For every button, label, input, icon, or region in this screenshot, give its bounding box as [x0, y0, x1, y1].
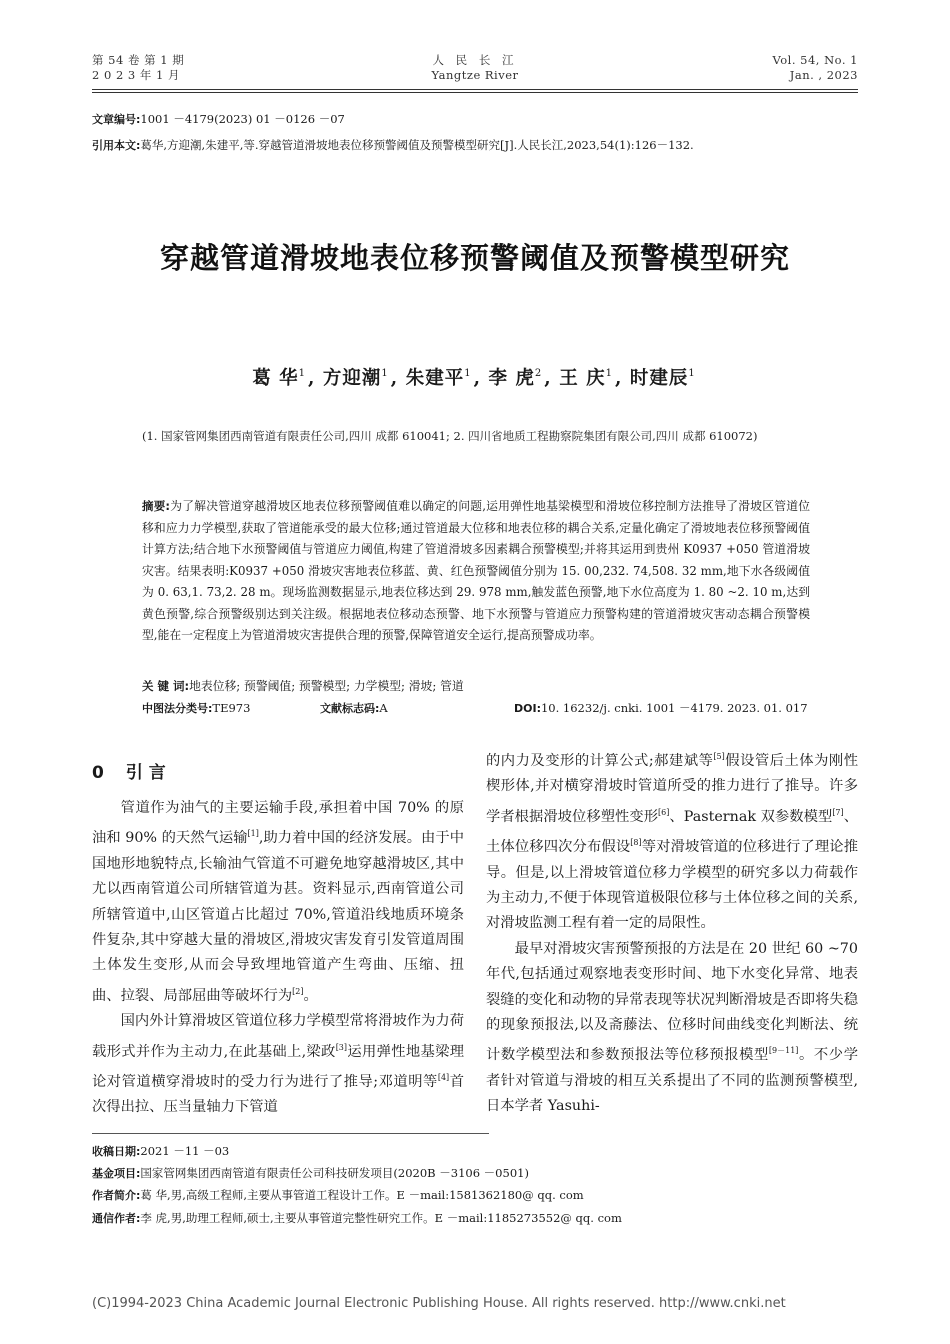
doi: DOI:10. 16232/j. cnki. 1001 －4179. 2023. 01. 017 — [514, 701, 808, 715]
author: 朱建平 — [405, 368, 465, 389]
paragraph: 的内力及变形的计算公式;郝建斌等[5]假设管后土体为刚性楔形体,并对横穿滑坡时管道所受的推力进行了推导。许多学者根据滑坡位移塑性变形[6]、Pasternak 双参数模型[7]、土体位移四次分布假设[8]等对滑坡管道的位移进行了理论推导。但是,以上滑坡管道位移力学模型的研究多以力荷载作为主动力,不便于体现管道极限位移与土体位移之间的关系,对滑坡监测工程有着一定的局限性。 — [486, 752, 859, 932]
keywords: 关 键 词:地表位移; 预警阈值; 预警模型; 力学模型; 滑坡; 管道 — [142, 679, 464, 693]
author: 时建辰 — [629, 368, 689, 389]
corresponding-author: 通信作者:李 虎,男,助理工程师,硕士,主要从事管道完整性研究工作。E －mail:1185273552@ qq. com — [92, 1211, 622, 1225]
header-divider — [92, 89, 858, 90]
author: 葛 华 — [252, 368, 299, 389]
funding: 基金项目:国家管网集团西南管道有限责任公司科技研发项目(2020B －3106 －0501) — [92, 1166, 529, 1180]
journal-name: 人 民 长 江 Yangtze River — [431, 53, 519, 82]
paragraph: 管道作为油气的主要运输手段,承担着中国 70% 的原油和 90% 的天然气运输[1],助力着中国的经济发展。由于中国地形地貌特点,长输油气管道不可避免地穿越滑坡区,其中尤以西南管道公司所辖管道为甚。资料显示,西南管道公司所辖管道中,山区管道占比超过 70%,管道沿线地质环境条件复杂,其中穿越大量的滑坡区,滑坡灾害发育引发管道周围土体发生变形,从而会导致埋地管道产生弯曲、压缩、扭曲、拉裂、局部屈曲等破坏行为[2]。 — [92, 800, 465, 1004]
received-date: 收稿日期:2021 －11 －03 — [92, 1144, 230, 1158]
paper-title: 穿越管道滑坡地表位移预警阈值及预警模型研究 — [159, 241, 790, 275]
journal-volume-issue: 第 54 卷 第 1 期 2 0 2 3 年 1 月 — [92, 53, 185, 82]
abstract: 摘要:为了解决管道穿越滑坡区地表位移预警阈值难以确定的问题,运用弹性地基梁模型和滑坡位移控制方法推导了滑坡区管道位移和应力力学模型,获取了管道能承受的最大位移;通过管道最大位移和地表位移的耦合关系,定量化确定了滑坡地表位移预警阈值计算方法;结合地下水预警阈值与管道应力阈值,构建了管道滑坡多因素耦合预警模型;并将其运用到贵州 K0937 +050 管道滑坡灾害。结果表明:K0937 +050 滑坡灾害地表位移蓝、黄、红色预警阈值分别为 15. 00,232. 74,508. 32 mm,地下水各级阈值为 0. 63,1. 73,2. 28 m。现场监测数据显示,地表位移达到 29. 978 mm,触发蓝色预警,地下水位高度为 1. 80 ~2. 10 m,达到黄色预警,综合预警级别达到关注级。根据地表位移动态预警、地下水预警与管道应力预警构建的管道滑坡灾害动态耦合预警模型,能在一定程度上为管道滑坡灾害提供合理的预警,保障管道安全运行,提高预警成功率。 — [142, 499, 810, 642]
author: 李 虎 — [488, 368, 535, 389]
right-column — [486, 744, 858, 1120]
author: 王 庆 — [559, 368, 606, 389]
author-list: 葛 华$^1$ , 方迎潮$^1$ , 朱建平$^1$ , 李 虎$^2$ , 王 庆$^1$ , 时建辰$^1$ — [252, 368, 696, 389]
author-bio: 作者简介:葛 华,男,高级工程师,主要从事管道工程设计工作。E －mail:1581362180@ qq. com — [92, 1188, 584, 1202]
document-code: 文献标志码:A — [320, 701, 388, 715]
footnote-divider — [92, 1133, 489, 1134]
header-divider-thin — [92, 92, 858, 93]
paragraph: 国内外计算滑坡区管道位移力学模型常将滑坡作为力荷载形式并作为主动力,在此基础上,梁政[3]运用弹性地基梁理论对管道横穿滑坡时的受力行为进行了推导;邓道明等[4]首次得出拉、压当量轴力下管道 — [92, 1013, 465, 1116]
section-heading: 0 引 言 — [92, 763, 166, 783]
paragraph: 最早对滑坡灾害预警预报的方法是在 20 世纪 60 ~70 年代,包括通过观察地表变形时间、地下水变化异常、地表裂缝的变化和动物的异常表现等状况判断滑坡是否即将失稳的现象预报法,以及斋藤法、位移时间曲线变化判断法、统计数学模型法和参数预报法等位移预报模型[9－11]。不少学者针对管道与滑坡的相互关系提出了不同的监测预警模型,日本学者 Yasuhi- — [486, 940, 858, 1115]
article-number: 文章编号:1001 －4179(2023) 01 －0126 －07 — [92, 112, 345, 126]
clc-number: 中图法分类号:TE973 — [142, 701, 251, 715]
affiliation: (1. 国家管网集团西南管道有限责任公司,四川 成都 610041; 2. 四川省地质工程勘察院集团有限公司,四川 成都 610072) — [142, 429, 758, 443]
copyright-line: (C)1994-2023 China Academic Journal Electronic Publishing House. All rights reserved. http://www.cnki.net — [92, 1296, 786, 1311]
left-column — [92, 796, 464, 1121]
citation: 引用本文:葛华,方迎潮,朱建平,等.穿越管道滑坡地表位移预警阈值及预警模型研究[J].人民长江,2023,54(1):126－132. — [92, 138, 694, 152]
author: 方迎潮 — [322, 368, 382, 389]
journal-date-en: Vol. 54, No. 1 Jan. , 2023 — [772, 53, 858, 82]
